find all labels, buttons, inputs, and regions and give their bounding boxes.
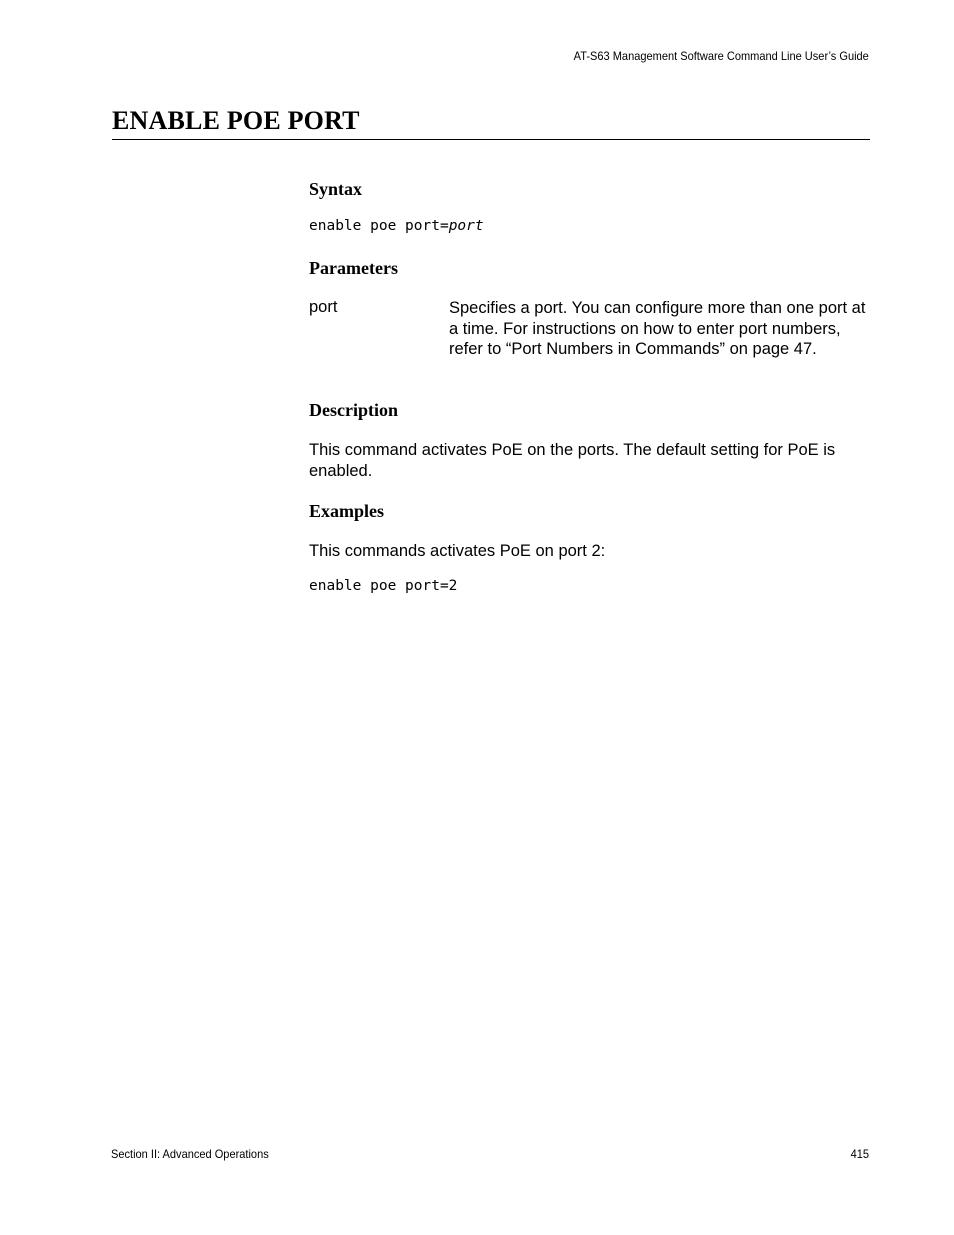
page-title: ENABLE POE PORT xyxy=(112,106,360,135)
footer-page-number: 415 xyxy=(850,1147,869,1161)
examples-heading: Examples xyxy=(309,501,385,521)
running-header: AT-S63 Management Software Command Line User’s Guide xyxy=(573,49,869,63)
syntax-code-prefix: enable poe port= xyxy=(309,218,449,234)
description-heading: Description xyxy=(309,400,398,420)
description-text: This command activates PoE on the ports. The default setting for PoE is enabled. xyxy=(309,441,836,480)
syntax-code xyxy=(309,218,484,234)
syntax-heading: Syntax xyxy=(309,179,363,199)
syntax-code-arg: port xyxy=(448,218,484,234)
parameters-heading: Parameters xyxy=(309,258,398,278)
parameter-description: Specifies a port. You can configure more than one port at a time. For instructions on how to enter port numbers, refer to “Port Numbers in Commands” on page 47. xyxy=(449,299,866,358)
parameter-name: port xyxy=(309,298,338,316)
examples-text: This commands activates PoE on port 2: xyxy=(309,542,606,560)
title-divider xyxy=(112,139,870,140)
footer-section: Section II: Advanced Operations xyxy=(111,1147,269,1161)
examples-code: enable poe port=2 xyxy=(309,578,458,594)
